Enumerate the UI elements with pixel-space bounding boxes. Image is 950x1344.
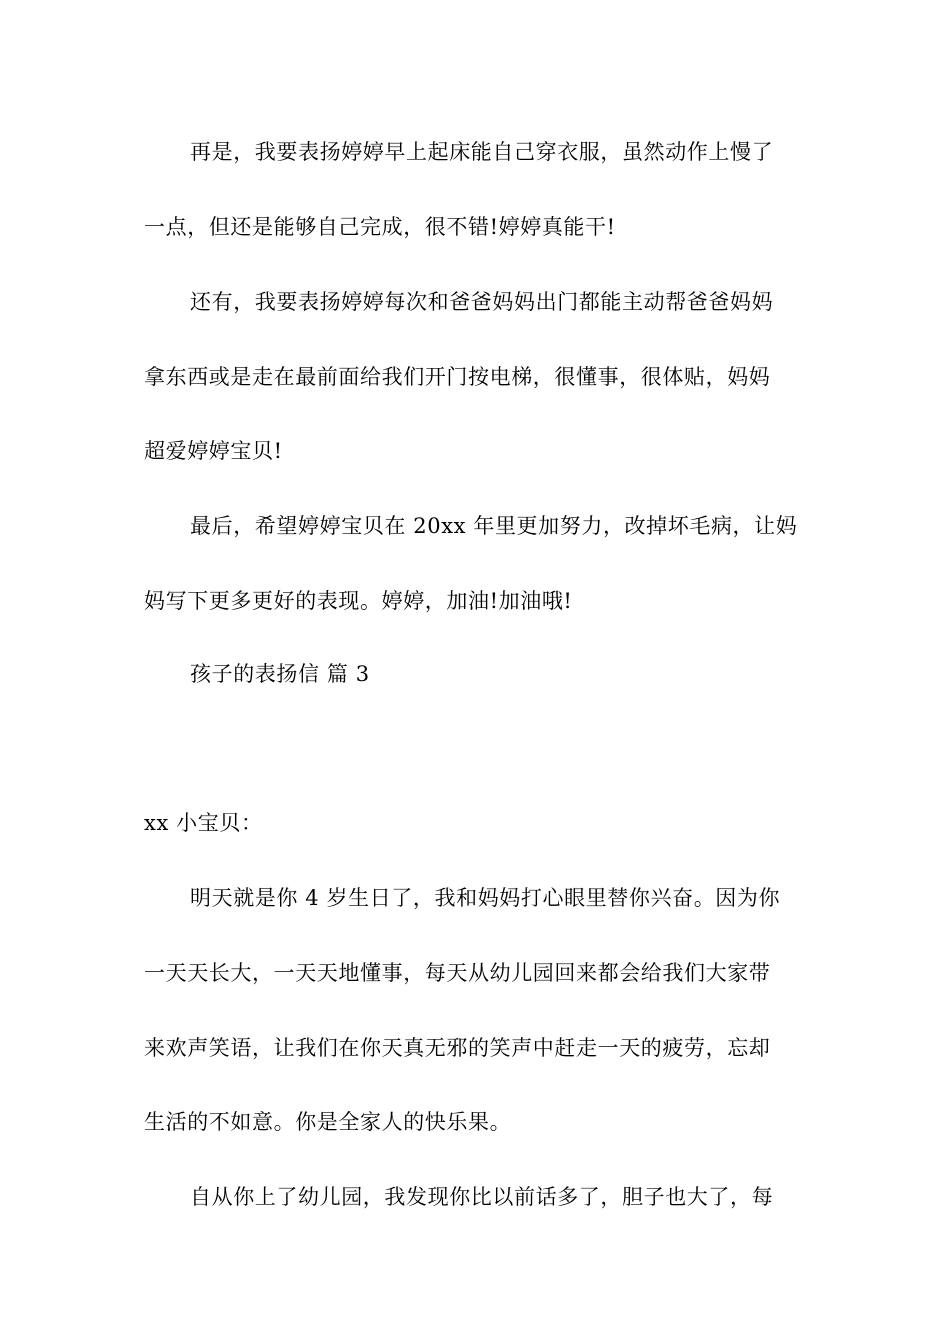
paragraph-1-line-1: 再是，我要表扬婷婷早上起床能自己穿衣服，虽然动作上慢了	[190, 140, 774, 164]
paragraph-2-line-2: 拿东西或是走在最前面给我们开门按电梯，很懂事，很体贴，妈妈	[144, 365, 771, 389]
paragraph-1-line-2: 一点，但还是能够自己完成，很不错!婷婷真能干!	[144, 215, 616, 239]
paragraph-2-line-3: 超爱婷婷宝贝!	[144, 439, 283, 463]
section-heading: 孩子的表扬信 篇 3	[190, 662, 370, 686]
paragraph-4-line-2: 一天天长大，一天天地懂事，每天从幼儿园回来都会给我们大家带	[144, 961, 771, 985]
paragraph-3-line-1: 最后，希望婷婷宝贝在 20xx 年里更加努力，改掉坏毛病，让妈	[190, 514, 798, 538]
paragraph-2-line-1: 还有，我要表扬婷婷每次和爸爸妈妈出门都能主动帮爸爸妈妈	[190, 290, 774, 314]
paragraph-3-line-2: 妈写下更多更好的表现。婷婷，加油!加油哦!	[144, 589, 573, 613]
paragraph-4-line-1: 明天就是你 4 岁生日了，我和妈妈打心眼里替你兴奋。因为你	[190, 886, 781, 910]
paragraph-4-line-3: 来欢声笑语，让我们在你天真无邪的笑声中赶走一天的疲劳，忘却	[144, 1036, 771, 1060]
salutation: xx 小宝贝：	[144, 811, 263, 835]
paragraph-4-line-4: 生活的不如意。你是全家人的快乐果。	[144, 1110, 512, 1134]
paragraph-5-line-1: 自从你上了幼儿园，我发现你比以前话多了，胆子也大了，每	[190, 1185, 774, 1209]
